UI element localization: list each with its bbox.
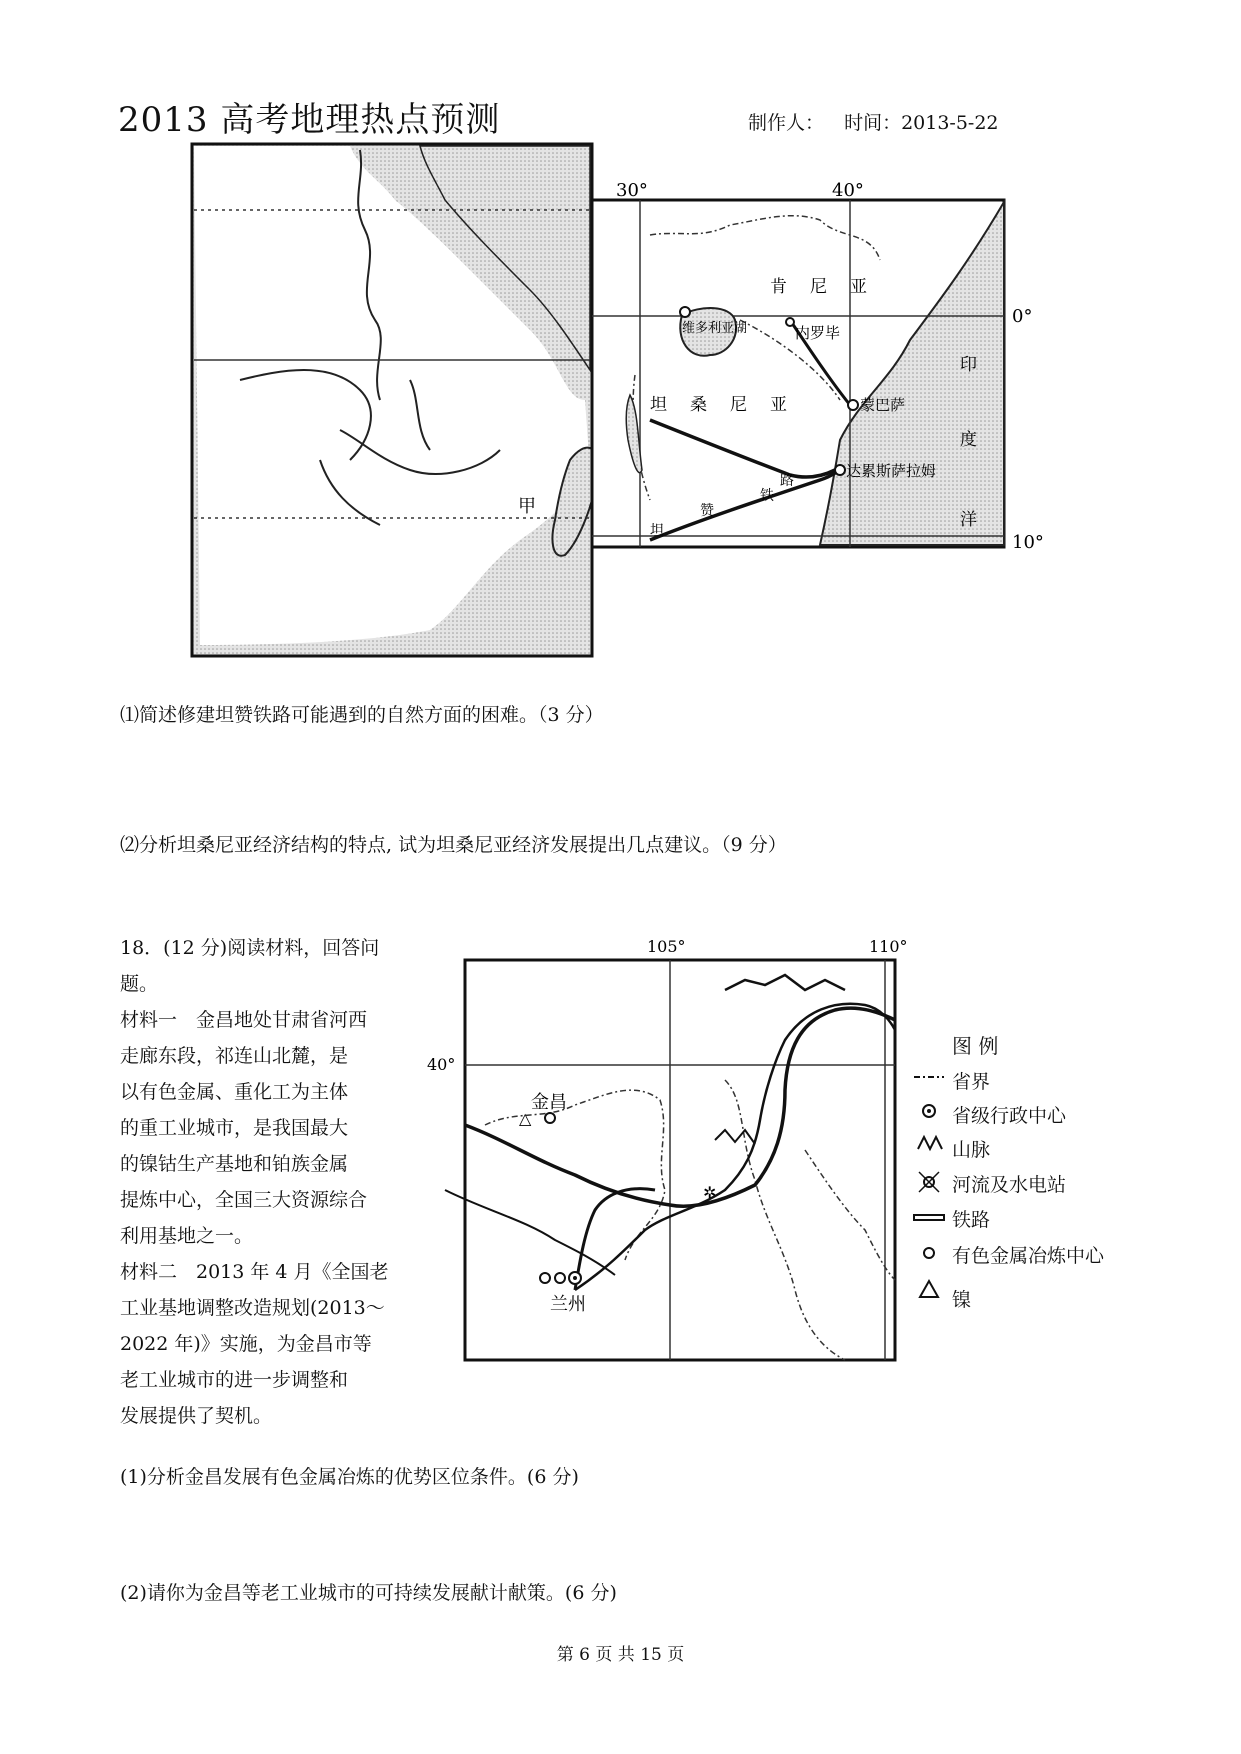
label-lon-40: 40° <box>832 180 864 201</box>
q18-line: 的重工业城市，是我国最大 <box>120 1117 349 1139</box>
label-nairobi: 内罗毕 <box>795 324 841 342</box>
q18-part2: (2)请你为金昌等老工业城市的可持续发展献计献策。(6 分) <box>120 1582 617 1604</box>
label-tanzania-3: 尼 <box>730 395 747 415</box>
label-tanzania-4: 亚 <box>770 395 787 415</box>
q18-line: 走廊东段，祁连山北麓，是 <box>120 1045 349 1067</box>
label-kenya-2: 尼 <box>810 277 827 297</box>
q18-line: 材料二 2013 年 4 月《全国老 <box>120 1261 389 1283</box>
label-railway-4: 路 <box>780 473 794 489</box>
legend-title: 图 例 <box>952 1034 999 1058</box>
label-ocean-2: 度 <box>960 430 977 450</box>
label-lanzhou: 兰州 <box>550 1294 586 1315</box>
page-number: 第 6 页 共 15 页 <box>556 1645 685 1665</box>
map-nickel-icon: △ <box>519 1109 532 1128</box>
label-railway-1: 坦 <box>650 523 664 539</box>
page-title: 2013 高考地理热点预测 <box>118 100 501 140</box>
q18-line: 老工业城市的进一步调整和 <box>120 1369 349 1391</box>
q17-part2: ⑵分析坦桑尼亚经济结构的特点, 试为坦桑尼亚经济发展提出几点建议。（9 分） <box>120 834 787 856</box>
legend-hydropower: 河流及水电站 <box>952 1174 1067 1196</box>
q18-material <box>120 930 410 1434</box>
map-hydropower-icon: ✲ <box>703 1183 717 1202</box>
label-ocean-3: 洋 <box>960 510 977 530</box>
label-tanzania-2: 桑 <box>690 395 707 415</box>
legend-railway: 铁路 <box>952 1209 991 1231</box>
label-lat-0: 0° <box>1012 306 1033 327</box>
label-railway-3: 铁 <box>760 488 774 504</box>
jinchang-smelting-icon <box>545 1113 555 1123</box>
label-dar: 达累斯萨拉姆 <box>846 462 937 480</box>
label-mombasa: 蒙巴萨 <box>860 396 906 414</box>
legend-province-border: 省界 <box>952 1071 991 1093</box>
label-lon-105: 105° <box>647 937 686 956</box>
railway-icon <box>914 1215 944 1220</box>
nickel-icon <box>920 1281 938 1297</box>
east-africa-map <box>180 140 1080 670</box>
q18-line: 提炼中心，全国三大资源综合 <box>120 1189 368 1211</box>
q17-part1: ⑴简述修建坦赞铁路可能遇到的自然方面的困难。（3 分） <box>120 704 604 726</box>
q18-line: 题。 <box>120 973 159 995</box>
author-label: 制作人： <box>748 112 825 134</box>
gansu-map <box>425 930 915 1370</box>
label-lat-40: 40° <box>427 1055 456 1074</box>
label-lon-30: 30° <box>616 180 648 201</box>
q18-line: 材料一 金昌地处甘肃省河西 <box>120 1009 368 1031</box>
label-ocean-1: 印 <box>960 355 977 375</box>
q18-line: 利用基地之一。 <box>120 1225 254 1247</box>
label-lat-10: 10° <box>1012 532 1044 553</box>
mountain-icon <box>918 1137 942 1149</box>
legend-smelting-center: 有色金属冶炼中心 <box>952 1245 1105 1267</box>
q18-line: 以有色金属、重化工为主体 <box>120 1081 349 1103</box>
gansu-map-frame <box>465 960 895 1360</box>
date-label: 时间：2013-5-22 <box>844 112 999 134</box>
q18-line: 2022 年)》实施，为金昌市等 <box>120 1333 372 1355</box>
label-tanzania-1: 坦 <box>650 395 667 415</box>
legend-provincial-capital: 省级行政中心 <box>952 1105 1067 1127</box>
legend-icons <box>910 1065 950 1315</box>
q18-line: 18．(12 分)阅读材料，回答问 <box>120 937 380 959</box>
author-date <box>748 108 1013 135</box>
legend-mountain: 山脉 <box>952 1139 991 1161</box>
q18-part1: (1)分析金昌发展有色金属冶炼的优势区位条件。(6 分) <box>120 1466 579 1488</box>
label-lake-victoria: 维多利亚湖 <box>682 321 748 336</box>
smelting-center-icon <box>924 1248 934 1258</box>
label-jia: 甲 <box>518 496 536 517</box>
q18-line: 的镍钴生产基地和铂族金属 <box>120 1153 349 1175</box>
q18-line: 发展提供了契机。 <box>120 1405 273 1427</box>
label-lon-110: 110° <box>869 937 908 956</box>
hydropower-icon <box>919 1172 939 1192</box>
q18-line: 工业基地调整改造规划(2013～ <box>120 1297 385 1319</box>
label-kenya-1: 肯 <box>770 277 787 297</box>
legend-nickel: 镍 <box>952 1289 972 1311</box>
label-kenya-3: 亚 <box>850 277 867 297</box>
label-railway-2: 赞 <box>700 503 714 519</box>
label-jinchang: 金昌 <box>531 1092 567 1113</box>
